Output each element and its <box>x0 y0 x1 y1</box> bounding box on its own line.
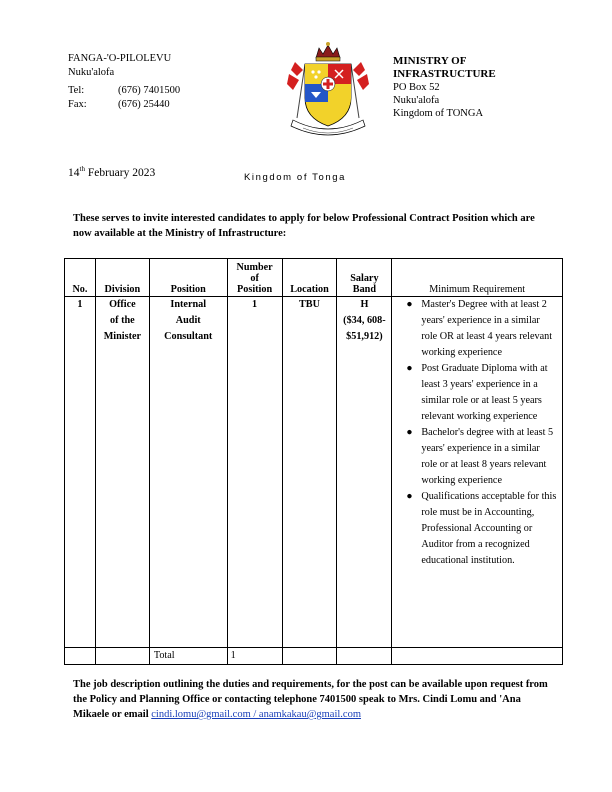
ministry-city: Nuku'alofa <box>393 95 440 106</box>
requirement-item <box>406 425 558 489</box>
position-line-2: Audit <box>175 315 201 326</box>
total-empty-2 <box>95 648 149 665</box>
ministry-address <box>393 55 496 120</box>
requirement-item <box>406 361 558 425</box>
position-table <box>64 258 563 665</box>
tel-row <box>68 84 180 98</box>
total-empty-5 <box>392 648 563 665</box>
po-box: PO Box 52 <box>393 82 440 93</box>
bullet-icon: ● <box>406 427 413 438</box>
requirement-text: Qualifications acceptable for this role must be in Accounting, Professional Accounting or Auditor from a recognized educational institution. <box>421 491 557 566</box>
address-line-1: FANGA-'O-PILOLEVU <box>68 53 172 64</box>
header-number-of-position <box>227 259 282 297</box>
requirement-item <box>406 297 558 361</box>
position-line-1: Internal <box>170 299 207 310</box>
cell-salary-band <box>337 297 392 648</box>
fax-label: Fax: <box>68 99 87 110</box>
header-division: Division <box>95 259 149 297</box>
table-total-row <box>65 648 563 665</box>
tel-value: (676) 7401500 <box>118 85 181 96</box>
footer-paragraph <box>73 677 558 722</box>
total-empty-1 <box>65 648 96 665</box>
header-minimum-requirement: Minimum Requirement <box>392 259 563 297</box>
total-label: Total <box>149 648 227 665</box>
intro-paragraph: These serves to invite interested candidates to apply for below Professional Contract Position which are now available at the Ministry of Infrastructure: <box>73 213 535 239</box>
cell-no: 1 <box>65 297 96 648</box>
footer-text: The job description outlining the duties and requirements, for the post can be available upon request from the Policy and Planning Office or contacting telephone 7401500 speak to Mrs. Cindi Lomu and 'Ana Mikaele or email <box>73 679 548 720</box>
header-number-line-3: Position <box>237 284 273 295</box>
header-number-line-2: of <box>250 273 259 284</box>
sender-address <box>68 52 180 112</box>
tel-label: Tel: <box>68 85 85 96</box>
header-salary-line-2: Band <box>352 284 377 295</box>
address-line-2: Nuku'alofa <box>68 67 115 78</box>
requirement-list <box>392 297 562 569</box>
header-salary-line-1: Salary <box>350 273 379 284</box>
requirement-item <box>406 489 558 569</box>
cell-number: 1 <box>227 297 282 648</box>
ministry-country: Kingdom of TONGA <box>393 108 484 119</box>
header-salary-band <box>337 259 392 297</box>
ministry-name-line-1: MINISTRY OF <box>393 55 467 67</box>
header-number-line-1: Number <box>236 262 273 273</box>
total-empty-3 <box>282 648 337 665</box>
fax-row <box>68 98 180 112</box>
requirement-text: Post Graduate Diploma with at least 3 years' experience in a similar role or at least 5 years relevant working experience <box>421 363 548 422</box>
division-line-1: Office <box>109 299 136 310</box>
header-no: No. <box>65 259 96 297</box>
ministry-name-line-2: INFRASTRUCTURE <box>393 68 496 80</box>
cell-requirements <box>392 297 563 648</box>
requirement-text: Master's Degree with at least 2 years' experience in a similar role OR at least 4 years relevant working experience <box>421 299 553 358</box>
header-location: Location <box>282 259 337 297</box>
cell-division <box>95 297 149 648</box>
header-position: Position <box>149 259 227 297</box>
bullet-icon: ● <box>406 491 413 502</box>
position-line-3: Consultant <box>164 331 213 342</box>
total-empty-4 <box>337 648 392 665</box>
division-line-2: of the <box>110 315 135 326</box>
email-link[interactable]: cindi.lomu@gmail.com / anamkakau@gmail.com <box>151 709 361 720</box>
bullet-icon: ● <box>406 299 413 310</box>
requirement-text: Bachelor's degree with at least 5 years' experience in a similar role or at least 8 years relevant working experience <box>421 427 554 486</box>
salary-range-line-1: ($34, 608- <box>343 315 386 326</box>
date-suffix: th <box>79 165 85 173</box>
date-day: 14 <box>68 166 80 179</box>
table-row <box>65 297 563 648</box>
salary-range-line-2: $51,912) <box>346 331 383 342</box>
total-value: 1 <box>227 648 282 665</box>
salary-band: H <box>360 299 369 310</box>
cell-position <box>149 297 227 648</box>
fax-value: (676) 25440 <box>118 99 170 110</box>
tonga-coat-of-arms-icon <box>283 40 373 140</box>
letter-date <box>68 165 155 179</box>
cell-location: TBU <box>282 297 337 648</box>
date-rest: February 2023 <box>84 166 156 179</box>
bullet-icon: ● <box>406 363 413 374</box>
division-line-3: Minister <box>103 331 142 342</box>
kingdom-text: Kingdom of Tonga <box>244 172 347 183</box>
table-header-row <box>65 259 563 297</box>
